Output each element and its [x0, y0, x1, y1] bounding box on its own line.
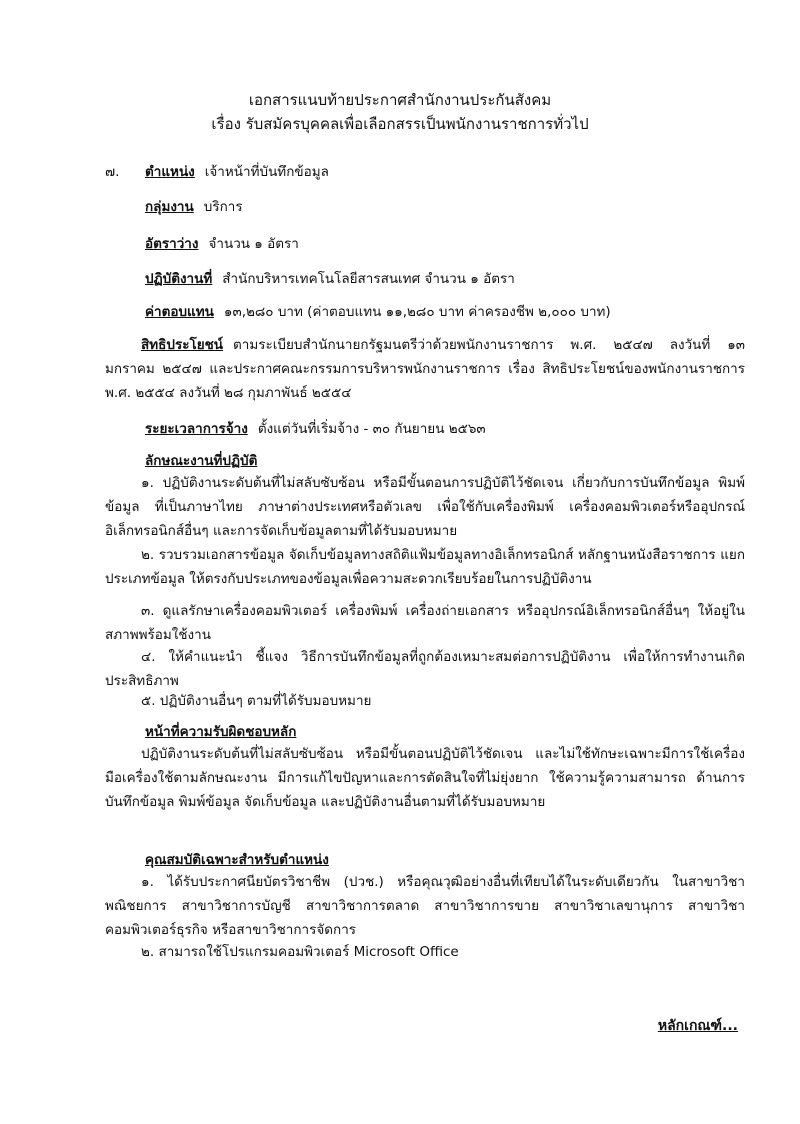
workplace-row [145, 267, 515, 289]
employment-period-label: ระยะเวลาการจ้าง [145, 421, 248, 437]
position-row [105, 160, 329, 182]
vacancy-label: อัตราว่าง [145, 236, 199, 252]
employment-period-value: ตั้งแต่วันที่เริ่มจ้าง - ๓๐ กันยายน ๒๕๖๓ [257, 421, 486, 437]
vacancy-row [145, 232, 299, 254]
compensation-label: ค่าตอบแทน [145, 304, 214, 320]
benefits-value: ตามระเบียบสำนักนายกรัฐมนตรีว่าด้วยพนักงานราชการ พ.ศ. ๒๕๔๗ ลงวันที่ ๑๓ มกราคม ๒๕๔๗ และประกาศคณะกรรมการบริหารพนักงานราชการ เรื่อง สิทธิประโยชน์ของพนักงานราชการ พ.ศ. ๒๕๕๔ ลงวันที่ ๒๘ กุมภาพันธ์ ๒๕๕๔ [105, 337, 745, 401]
compensation-row [145, 300, 611, 322]
compensation-value: ๑๓,๒๘๐ บาท (ค่าตอบแทน ๑๑,๒๘๐ บาท ค่าครองชีพ ๒,๐๐๐ บาท) [223, 304, 611, 320]
vacancy-value: จำนวน ๑ อัตรา [208, 236, 299, 252]
workplace-label: ปฏิบัติงานที่ [145, 271, 213, 287]
job-nature-item-4: ๔. ให้คำแนะนำ ชี้แจง วิธีการบันทึกข้อมูลที่ถูกต้องเหมาะสมต่อการปฏิบัติงาน เพื่อให้การทำงานเกิดประสิทธิภาพ [105, 649, 745, 689]
job-nature-item-2: ๒. รวบรวมเอกสารข้อมูล จัดเก็บข้อมูลทางสถิติแฟ้มข้อมูลทางอิเล็กทรอนิกส์ หลักฐานหนังสือราชการ แยกประเภทข้อมูล ให้ตรงกับประเภทของข้อมูลเพื่อความสะดวกเรียบร้อยในการปฏิบัติงาน [105, 547, 745, 587]
job-nature-item-3: ๓. ดูแลรักษาเครื่องคอมพิวเตอร์ เครื่องพิมพ์ เครื่องถ่ายเอกสาร หรืออุปกรณ์อิเล็กทรอนิกส์อื่นๆ ให้อยู่ในสภาพพร้อมใช้งาน [105, 603, 745, 643]
document-title-line1: เอกสารแนบท้ายประกาศสำนักงานประกันสังคม [248, 91, 552, 109]
workplace-value: สำนักบริหารเทคโนโลยีสารสนเทศ จำนวน ๑ อัตรา [222, 271, 515, 287]
job-nature-item-5: ๕. ปฏิบัติงานอื่นๆ ตามที่ได้รับมอบหมาย [141, 693, 372, 709]
benefits-label: สิทธิประโยชน์ [141, 337, 224, 353]
qualifications-heading: คุณสมบัติเฉพาะสำหรับตำแหน่ง [145, 852, 329, 868]
position-value: เจ้าหน้าที่บันทึกข้อมูล [204, 164, 329, 180]
document-title-line2: เรื่อง รับสมัครบุคคลเพื่อเลือกสรรเป็นพนักงานราชการทั่วไป [211, 115, 589, 133]
qualification-item-1: ๑. ได้รับประกาศนียบัตรวิชาชีพ (ปวช.) หรือคุณวุฒิอย่างอื่นที่เทียบได้ในระดับเดียวกัน ในสาขาวิชาพณิชยการ สาขาวิชาการบัญชี สาขาวิชาการตลาด สาขาวิชาการขาย สาขาวิชาเลขานุการ สาขาวิชาคอมพิวเตอร์ธุรกิจ หรือสาขาวิชาการจัดการ [105, 874, 745, 938]
job-nature-heading: ลักษณะงานที่ปฏิบัติ [145, 453, 258, 469]
job-nature-item-1: ๑. ปฏิบัติงานระดับต้นที่ไม่สลับซับซ้อน หรือมีขั้นตอนการปฏิบัติไว้ชัดเจน เกี่ยวกับการบันทึกข้อมูล พิมพ์ข้อมูล ที่เป็นภาษาไทย ภาษาต่างประเทศหรือตัวเลข เพื่อใช้กับเครื่องพิมพ์ เครื่องคอมพิวเตอร์หรืออุปกรณ์อิเล็กทรอนิกส์อื่นๆ และการจัดเก็บข้อมูลตามที่ได้รับมอบหมาย [105, 475, 745, 539]
section-number: ๗. [105, 164, 120, 180]
benefits-paragraph [105, 333, 745, 405]
qualification-item-2: ๒. สามารถใช้โปรแกรมคอมพิวเตอร์ Microsoft Office [141, 944, 459, 960]
group-label: กลุ่มงาน [145, 199, 194, 215]
employment-period-row [145, 417, 486, 439]
continuation-note: หลักเกณฑ์... [657, 1018, 738, 1034]
responsibilities-heading: หน้าที่ความรับผิดชอบหลัก [145, 724, 297, 740]
group-value: บริการ [203, 199, 243, 215]
responsibilities-paragraph: ปฏิบัติงานระดับต้นที่ไม่สลับซับซ้อน หรือมีขั้นตอนปฏิบัติไว้ชัดเจน และไม่ใช้ทักษะเฉพาะมีการใช้เครื่องมือเครื่องใช้ตามลักษณะงาน มีการแก้ไขปัญหาและการตัดสินใจที่ไม่ยุ่งยาก ใช้ความรู้ความสามารถ ด้านการบันทึกข้อมูล พิมพ์ข้อมูล จัดเก็บข้อมูล และปฏิบัติงานอื่นตามที่ได้รับมอบหมาย [105, 746, 745, 810]
position-label: ตำแหน่ง [145, 164, 195, 180]
group-row [145, 195, 243, 217]
